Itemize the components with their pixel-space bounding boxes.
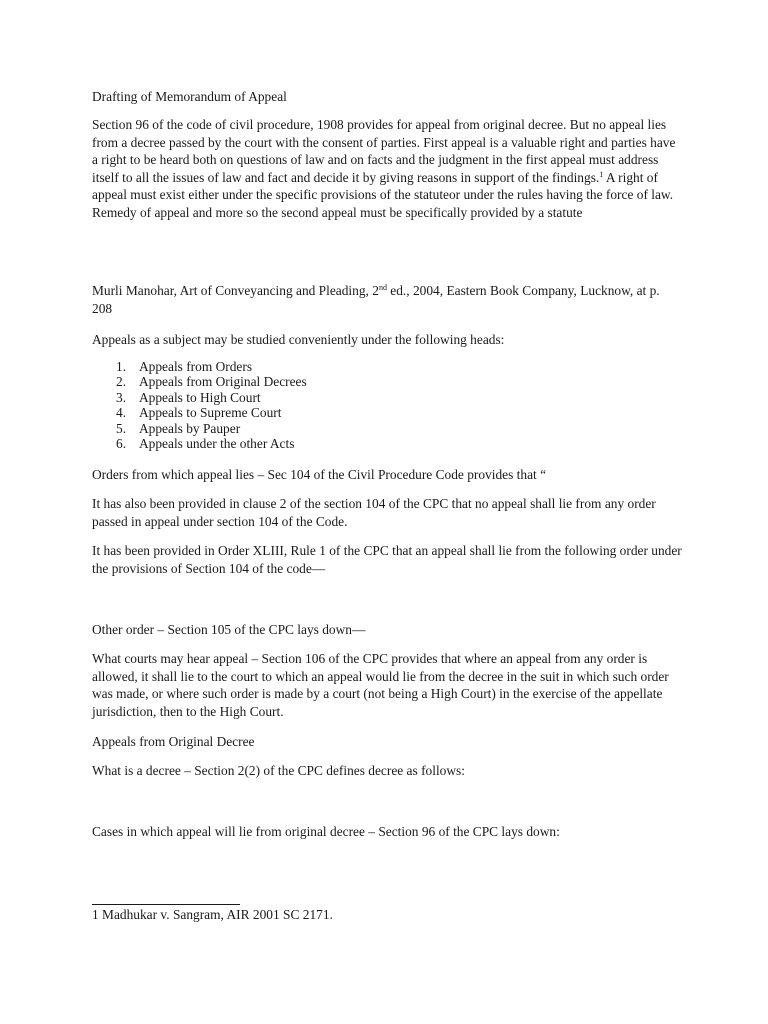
footnote-separator [92, 904, 240, 905]
citation-text-part1: Murli Manohar, Art of Conveyancing and Pleading, 2 [92, 283, 379, 298]
list-item-number: 2. [116, 374, 127, 390]
list-item-label: Appeals to High Court [139, 389, 261, 405]
document-title: Drafting of Memorandum of Appeal [92, 89, 287, 104]
intro-paragraph [92, 116, 682, 222]
intro-text-part1: Section 96 of the code of civil procedure, 1908 provides for appeal from original decree. But no appeal lies from a decree passed by the court with the consent of parties. First appeal is a valuable right and parties have a right to be heard both on questions of law and on facts and the judgment in the first appeal must address itself to all the issues of law and fact and decide it by giving reasons in support of the findings. [92, 117, 676, 185]
list-item-label: Appeals by Pauper [139, 420, 241, 436]
clause2-paragraph: It has also been provided in clause 2 of the section 104 of the CPC that no appeal shall lie from any order passed in appeal under section 104 of the Code. [92, 496, 656, 529]
list-item-number: 4. [116, 405, 127, 421]
other-order-heading: Other order – Section 105 of the CPC lays down— [92, 622, 366, 637]
cases-paragraph: Cases in which appeal will lie from original decree – Section 96 of the CPC lays down: [92, 824, 560, 839]
citation-text-part2: ed., 2004, Eastern Book Company, Lucknow, at p. 208 [92, 283, 660, 316]
footnote: 1 Madhukar v. Sangram, AIR 2001 SC 2171. [92, 907, 333, 922]
citation-paragraph [92, 282, 682, 317]
decree-definition: What is a decree – Section 2(2) of the CPC defines decree as follows: [92, 763, 465, 778]
original-decree-heading: Appeals from Original Decree [92, 734, 255, 749]
heads-intro: Appeals as a subject may be studied conveniently under the following heads: [92, 332, 505, 347]
list-item-number: 5. [116, 420, 127, 436]
edition-superscript: nd [378, 283, 387, 292]
list-item [92, 436, 682, 451]
list-item-number: 3. [116, 389, 127, 405]
list-item [92, 374, 682, 389]
list-item [92, 359, 682, 374]
list-item-label: Appeals from Original Decrees [139, 374, 307, 390]
orders-heading: Orders from which appeal lies – Sec 104 of the Civil Procedure Code provides that “ [92, 467, 547, 482]
heads-list [92, 359, 682, 451]
list-item-label: Appeals from Orders [139, 359, 253, 374]
list-item-label: Appeals under the other Acts [139, 435, 295, 451]
order43-paragraph: It has been provided in Order XLIII, Rule 1 of the CPC that an appeal shall lie from the following order under the provisions of Section 104 of the code— [92, 543, 682, 576]
list-item [92, 390, 682, 405]
list-item-number: 6. [116, 435, 127, 451]
list-item-number: 1. [116, 359, 127, 374]
intro-text-part2: A right of appeal must exist either under the specific provisions of the statuteor under the rules having the force of law. Remedy of appeal and more so the second appeal must be specifically provided by a statute [92, 169, 674, 220]
list-item-label: Appeals to Supreme Court [139, 405, 282, 421]
footnote-marker: 1 [599, 169, 604, 179]
list-item [92, 405, 682, 420]
courts-paragraph: What courts may hear appeal – Section 106 of the CPC provides that where an appeal from any order is allowed, it shall lie to the court to which an appeal would lie from the decree in the suit in which such order was made, or where such order is made by a court (not being a High Court) in the exercise of the appellate jurisdiction, then to the High Court. [92, 651, 669, 719]
list-item [92, 421, 682, 436]
